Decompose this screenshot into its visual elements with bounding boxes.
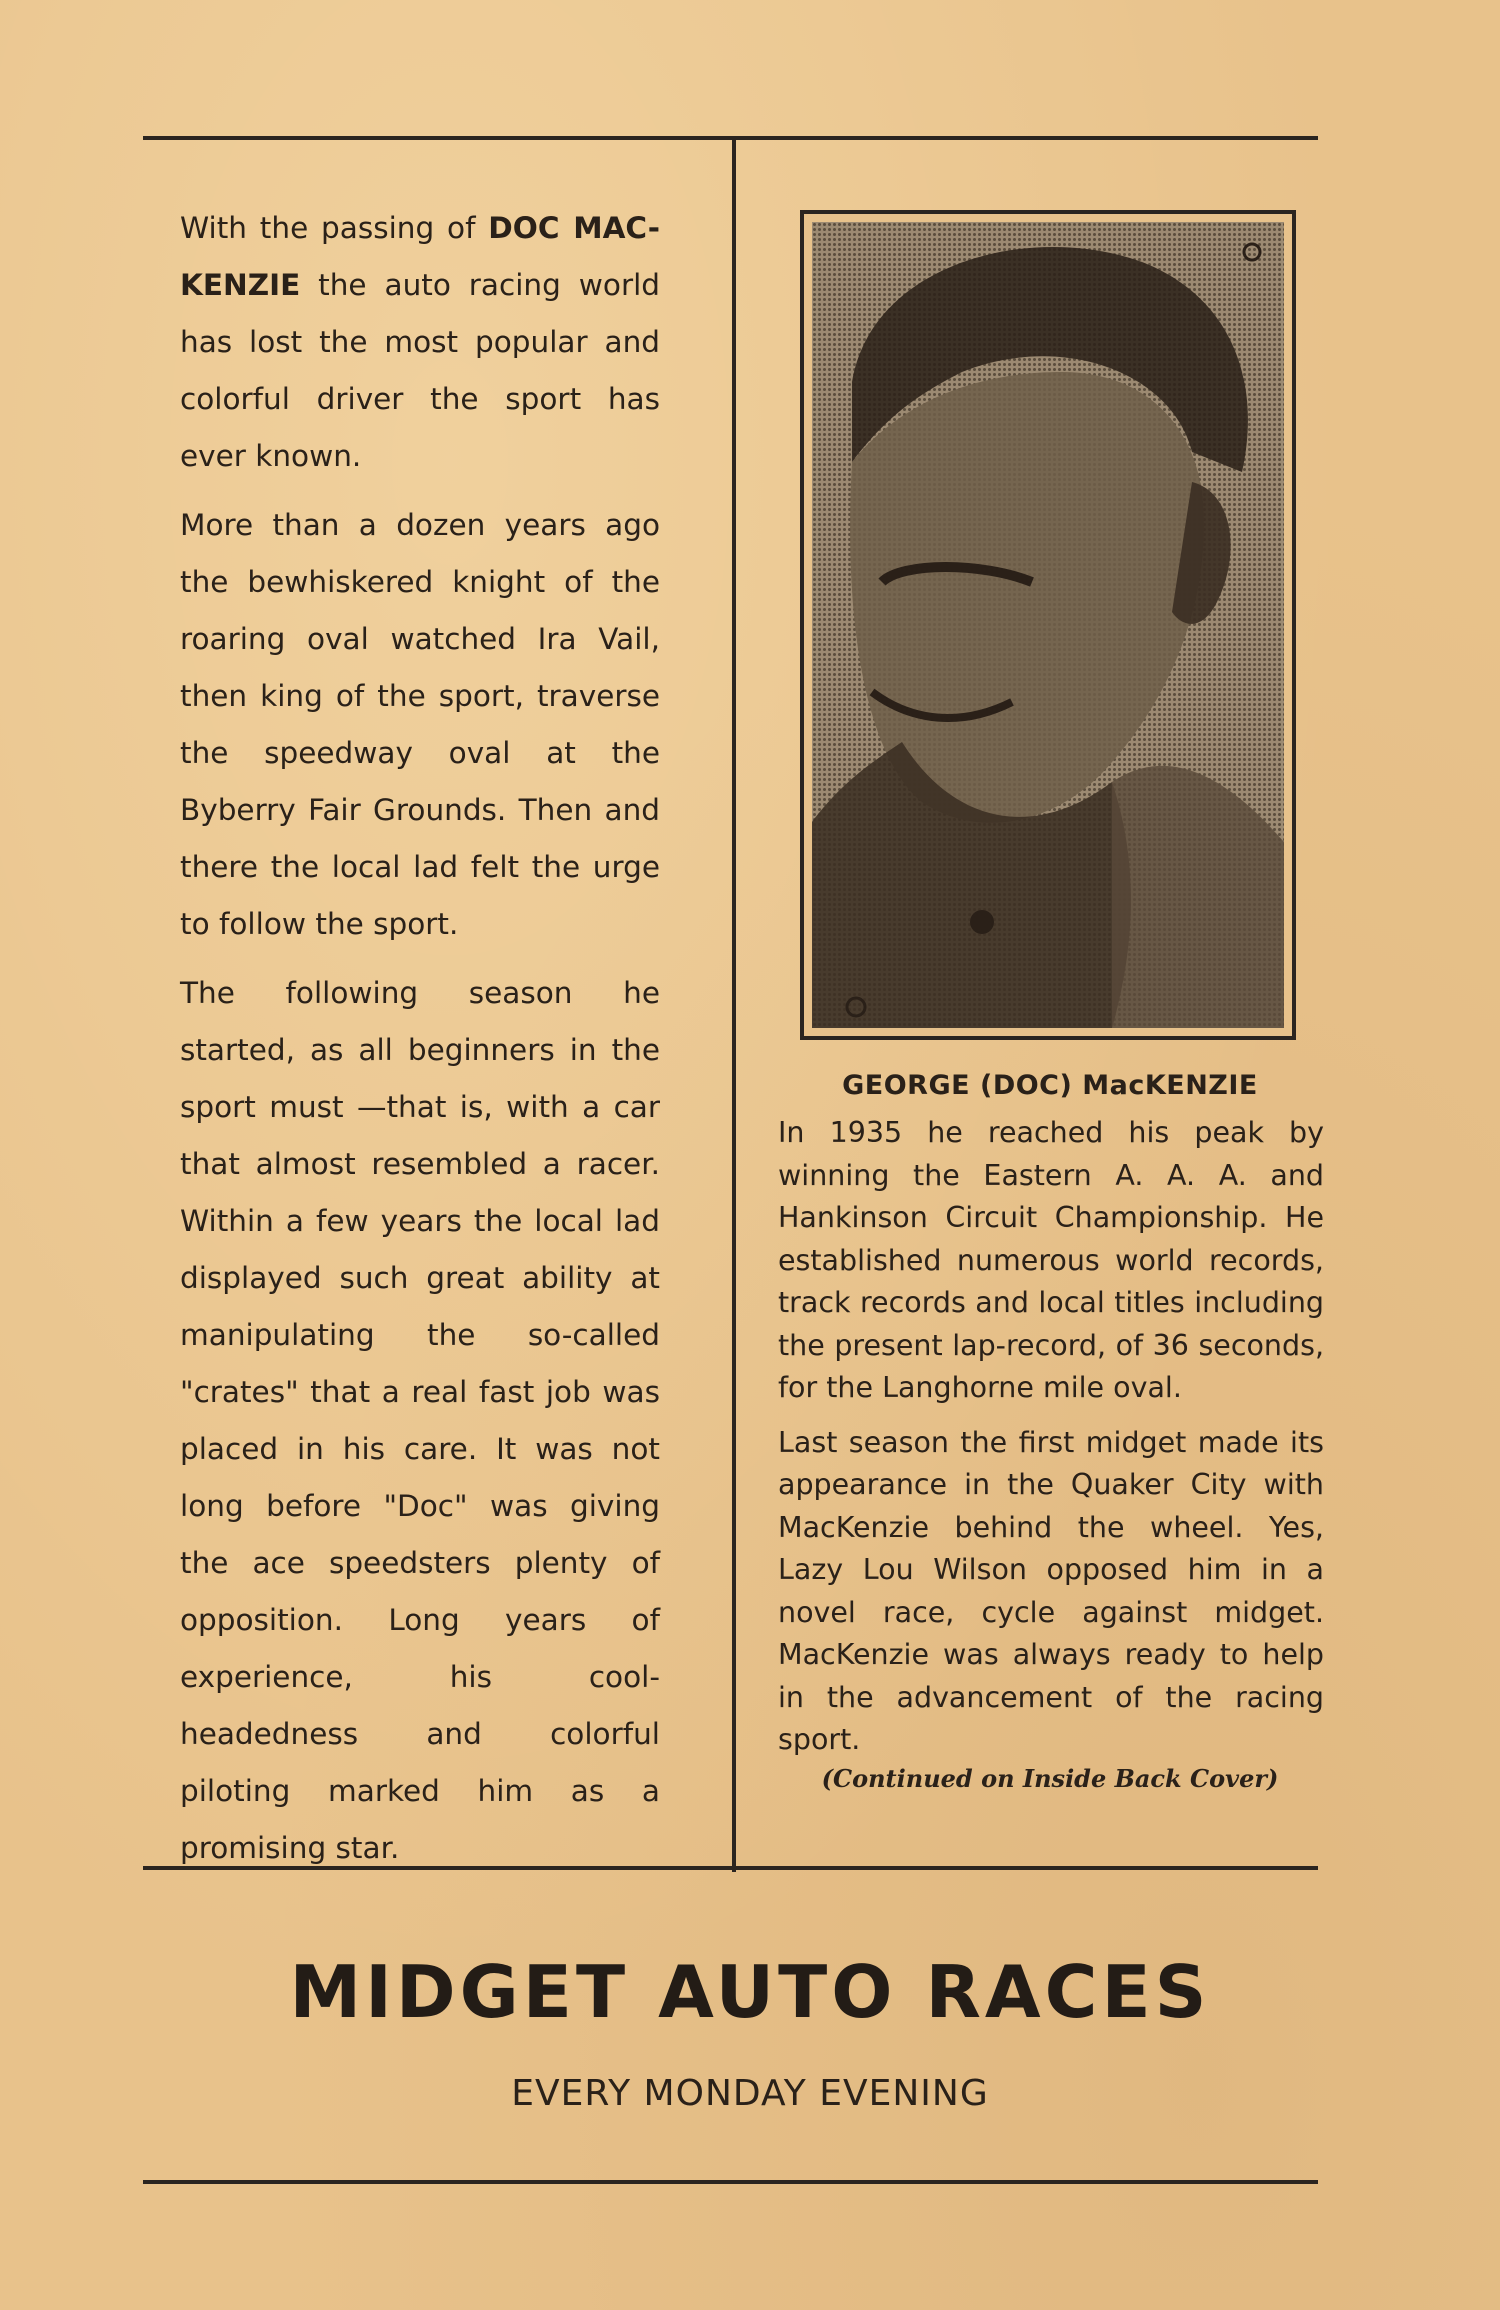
right-column-text <box>778 1112 1324 1774</box>
continued-note: (Continued on Inside Back Cover) <box>821 1764 1279 1793</box>
portrait-photo <box>800 210 1296 1040</box>
left-column-text <box>180 200 660 1889</box>
footer-subtitle: EVERY MONDAY EVENING <box>511 2073 989 2114</box>
column-divider <box>732 136 736 1872</box>
halftone-portrait-image <box>812 222 1284 1028</box>
doc-mackenzie-name: DOC MAC-KENZIE <box>180 211 660 302</box>
left-paragraph-2: More than a dozen years ago the bewhiskered knight of the roaring oval watched Ira Vail, then king of the sport, traverse the speedway oval at the Byberry Fair Grounds. Then and there the local lad felt the urge to follow the sport. <box>180 508 660 941</box>
photo-caption: GEORGE (DOC) MacKENZIE <box>842 1070 1258 1101</box>
bottom-rule <box>143 2180 1318 2184</box>
footer-title: MIDGET AUTO RACES <box>289 1950 1211 2034</box>
top-rule <box>143 136 1318 140</box>
left-paragraph-1: With the passing of DOC MAC-KENZIE the auto racing world has lost the most popular and colorful driver the sport has ever known. <box>180 211 660 473</box>
right-paragraph-2: Last season the first midget made its appearance in the Quaker City with MacKenzie behind the wheel. Yes, Lazy Lou Wilson opposed him in a novel race, cycle against midget. MacKenzie was always ready to help in the advancement of the racing sport. <box>778 1425 1324 1756</box>
portrait-illustration <box>812 222 1284 1028</box>
right-paragraph-1: In 1935 he reached his peak by winning the Eastern A. A. A. and Hankinson Circuit Championship. He established numerous world records, track records and local titles including the present lap-record, of 36 seconds, for the Langhorne mile oval. <box>778 1116 1324 1404</box>
left-paragraph-3: The following season he started, as all beginners in the sport must —that is, with a car that almost resembled a racer. Within a few years the local lad displayed such great ability at manipulating the so-called "crates" that a real fast job was placed in his care. It was not long before "Doc" was giving the ace speedsters plenty of opposition. Long years of experience, his cool-headedness and colorful piloting marked him as a promising star. <box>180 976 660 1865</box>
